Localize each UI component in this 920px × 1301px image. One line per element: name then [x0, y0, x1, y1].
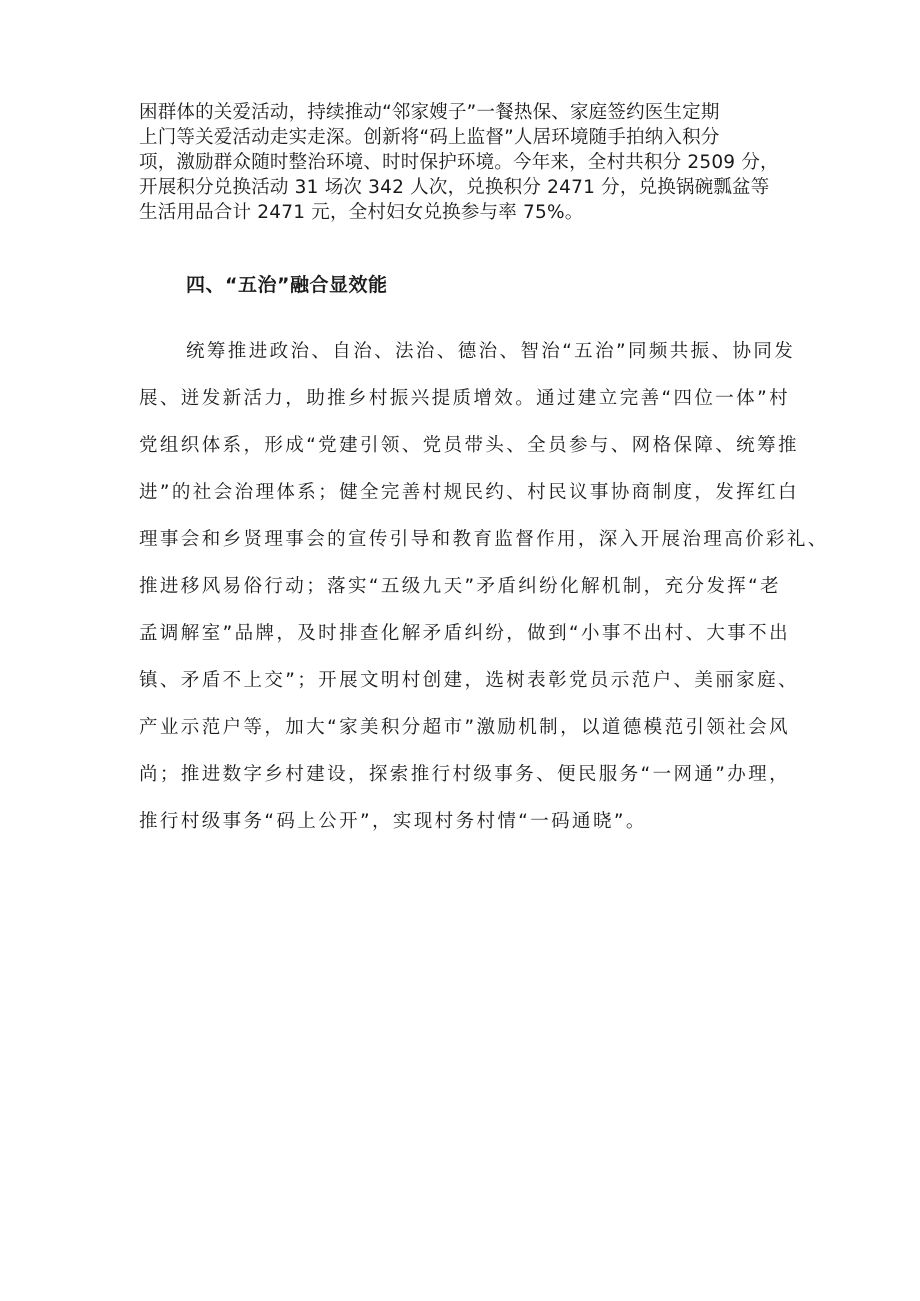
paragraph-line: 推行村级事务“码上公开”，实现村务村情“一码通晓”。	[139, 811, 647, 832]
paragraph-line: 镇、矛盾不上交”；开展文明村创建，选树表彰党员示范户、美丽家庭、	[139, 670, 799, 691]
paragraph-line: 理事会和乡贤理事会的宣传引导和教育监督作用，深入开展治理高价彩礼、	[139, 529, 829, 550]
intro-paragraph	[139, 100, 829, 225]
section-heading: 四、“五治”融合显效能	[186, 274, 388, 296]
paragraph-line: 上门等关爱活动走实走深。创新将“码上监督”人居环境随手拍纳入积分	[139, 127, 720, 148]
paragraph-line: 项，激励群众随时整治环境、时时保护环境。今年来，全村共积分 2509 分，	[139, 152, 779, 173]
paragraph-line: 推进移风易俗行动；落实“五级九天”矛盾纠纷化解机制，充分发挥“老	[139, 576, 782, 597]
paragraph-line: 党组织体系，形成“党建引领、党员带头、全员参与、网格保障、统筹推	[139, 435, 799, 456]
paragraph-line: 孟调解室”品牌，及时排查化解矛盾纠纷，做到“小事不出村、大事不出	[139, 623, 790, 644]
paragraph-line: 困群体的关爱活动，持续推动“邻家嫂子”一餐热保、家庭签约医生定期	[139, 102, 720, 123]
paragraph-line: 展、迸发新活力，助推乡村振兴提质增效。通过建立完善“四位一体”村	[139, 388, 790, 409]
section-paragraph	[139, 337, 839, 854]
paragraph-line: 生活用品合计 2471 元，全村妇女兑换参与率 75%。	[139, 202, 584, 223]
paragraph-line: 开展积分兑换活动 31 场次 342 人次，兑换积分 2471 分，兑换锅碗瓢盆等	[139, 177, 770, 198]
paragraph-line: 产业示范户等，加大“家美积分超市”激励机制，以道德模范引领社会风	[139, 717, 790, 738]
paragraph-line: 尚；推进数字乡村建设，探索推行村级事务、便民服务“一网通”办理，	[139, 764, 790, 785]
paragraph-line: 统筹推进政治、自治、法治、德治、智治“五治”同频共振、协同发	[186, 341, 796, 362]
paragraph-line: 进”的社会治理体系；健全完善村规民约、村民议事协商制度，发挥红白	[139, 482, 799, 503]
